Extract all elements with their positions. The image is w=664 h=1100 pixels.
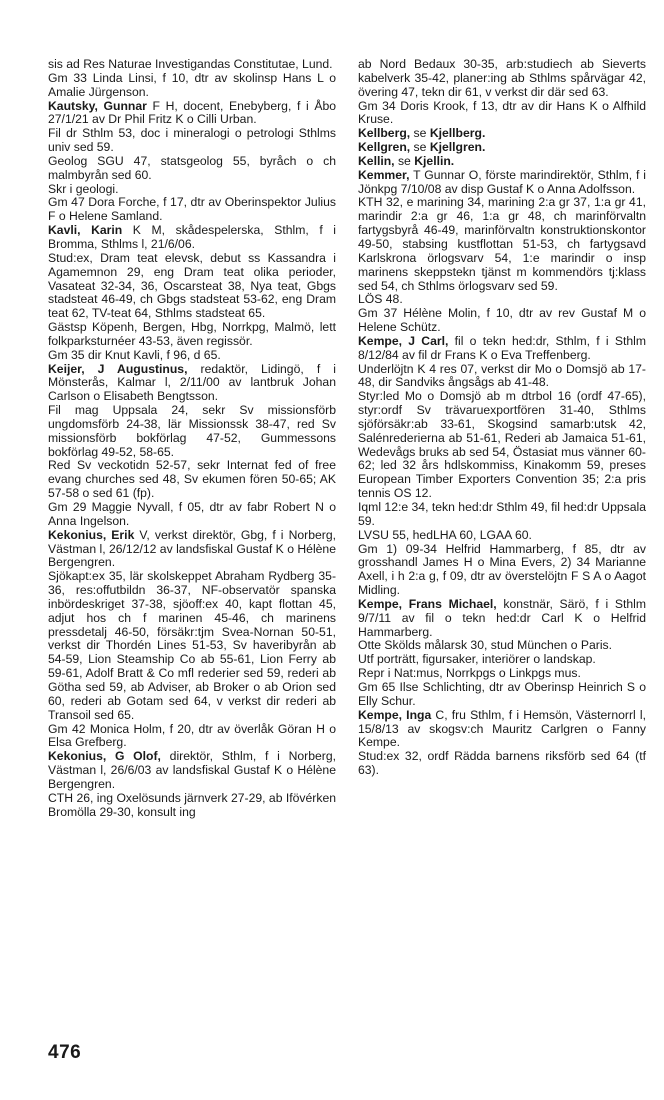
entry-text: F H, docent, Enebyberg, f i Åbo 27/1/21 av Dr Phil Fritz K o Cilli Urban. [48,98,336,127]
entry-text: fil o tekn hed:dr, Sthlm, f i Sthlm 8/12/84 av fil dr Frans K o Eva Treffenberg. [358,333,647,362]
entry-text: Fil dr Sthlm 53, doc i mineralogi o petrologi Sthlms univ sed 59. [48,126,336,155]
entry-text: Gm 65 Ilse Schlichting, dtr av Oberinsp Heinrich S o Elly Schur. [358,679,646,708]
text-entry [358,363,646,391]
entry-reference: Kjellberg. [429,126,486,141]
entry-text: sis ad Res Naturae Investigandas Constitutae, Lund. [48,57,333,71]
entry-text: se [410,126,430,141]
entry-text: se [410,140,430,155]
entry-text: redaktör, Lidingö, f i Mönsterås, Kalmar l, 2/11/00 av lantbruk Johan Carlson o Elisabeth Bengtsson. [48,361,336,404]
page-number: 476 [48,1042,82,1063]
text-entry [358,653,646,667]
entry-text: se [394,153,415,168]
text-entry [48,252,336,321]
entry-text: Gm 33 Linda Linsi, f 10, dtr av skolinsp Hans L o Amalie Jürgenson. [48,70,336,99]
text-entry [358,639,646,653]
entry-name: Kekonius, G Olof, [48,749,161,764]
entry-text: ab Nord Bedaux 30-35, arb:studiech ab Sieverts kabelverk 35-42, planer:ing ab Sthlms spårvägar 42, övering 47, tekn dir 61, v verkst dir där sed 63. [358,57,646,99]
entry-text: LÖS 48. [358,292,403,307]
entry-text: Underlöjtn K 4 res 07, verkst dir Mo o Domsjö ab 17-48, dir Sandviks ångsågs ab 41-48. [358,361,646,390]
entry-text: Gm 29 Maggie Nyvall, f 05, dtr av fabr Robert N o Anna Ingelson. [48,500,336,528]
text-entry [358,169,646,197]
text-entry [358,155,646,169]
entry-text: Red Sv veckotidn 52-57, sekr Internat fed of free evang churches sed 48, Sv ekumen fören 50-65; AK 57-58 o sed 61 (fp). [48,458,336,501]
entry-text: LVSU 55, hedLHA 60, LGAA 60. [358,527,532,542]
entry-text: Geolog SGU 47, statsgeolog 55, byråch o ch malmbyrån sed 60. [48,153,336,182]
entry-reference: Kjellin. [414,153,455,168]
right-column [358,58,646,778]
text-entry [358,127,646,141]
text-entry [48,196,336,224]
entry-text: C, fru Sthlm, f i Hemsön, Västernorrl l, 15/8/13 av skogsv:ch Mauritz Carlgren o Fanny Kempe. [358,707,646,750]
entry-text: Fil mag Uppsala 24, sekr Sv missionsförb ungdomsförb 24-38, lär Missionssk 38-47, red Sv missionsförb bokförlag 47-52, Gummessons bokförlag 49-52, 58-65. [48,403,336,459]
text-entry [48,750,336,792]
entry-text: CTH 26, ing Oxelösunds järnverk 27-29, ab Ifövérken Bromölla 29-30, konsult ing [48,790,336,819]
text-entry [358,709,646,751]
text-entry [358,307,646,335]
entry-name: Kekonius, Erik [48,527,135,542]
text-entry [358,543,646,598]
text-entry [48,183,336,197]
entry-text: Stud:ex 32, ordf Rädda barnens riksförb sed 64 (tf 63). [358,749,646,778]
entry-text: Gm 37 Hélène Molin, f 10, dtr av rev Gustaf M o Helene Schütz. [358,306,646,335]
entry-text: Styr:led Mo o Domsjö ab m dtrbol 16 (ordf 47-65), styr:ordf Sv trävaruexportfören 31-40, Sthlms sjöförsäkr:ab 33-61, Skogsind samarb:utsk 42, Salénrederierna ab 51-61, Rederi ab Jamaica 51-61, Wedevågs bruks ab sed 54, Östasiat mus vänner 60-62; led 32 års hdlskommiss, Kinakomm 59, preses European Timber Exporters Convention 35; 2:a pris tennis OS 12. [358,389,646,501]
entry-text: Otte Skölds målarsk 30, stud München o Paris. [358,638,613,653]
entry-text: Gm 34 Doris Krook, f 13, dtr av dir Hans K o Alfhild Kruse. [358,98,646,127]
text-entry [358,667,646,681]
entry-text: Gm 1) 09-34 Helfrid Hammarberg, f 85, dtr av grosshandl James H o Mina Evers, 2) 34 Marianne Axell, i h 2:a g, f 09, dtr av överstelöjtn F S A o Aagot Midling. [358,541,646,598]
text-entry [358,501,646,529]
entry-text: Gm 42 Monica Holm, f 20, dtr av överlåk Göran H o Elsa Grefberg. [48,721,336,750]
entry-name: Kempe, J Carl, [358,333,449,348]
entry-text: direktör, Sthlm, f i Norberg, Västman l, 26/6/03 av landsfiskal Gustaf K o Hélène Bergengren. [48,749,336,791]
text-entry [358,100,646,128]
entry-name: Kemmer, [358,167,410,182]
entry-text: Gm 35 dir Knut Kavli, f 96, d 65. [48,347,221,362]
entry-name: Kavli, Karin [48,223,123,238]
entry-text: KTH 32, e marining 34, marining 2:a gr 37, 1:a gr 41, marindir 2:a gr 46, 1:a gr 48, ch marinförvaltn fartygsbyrå 46-49, marinförvaltn konstruktionskontor 49-50, stabsing kustflottan 51-53, ch fartygsavd Karlskrona örlogsvarv 54, 1:e marindir o insp marinens skeppstekn tjänst m kommendörs tj:klass sed 54, ch Sthlms örlogsvarv sed 59. [358,195,646,293]
text-entry [48,501,336,529]
text-entry [358,681,646,709]
text-entry [48,349,336,363]
entry-text: Gm 47 Dora Forche, f 17, dtr av Oberinspektor Julius F o Helene Samland. [48,195,336,224]
text-entry [48,363,336,405]
text-entry [48,72,336,100]
text-entry [48,224,336,252]
entry-text: V, verkst direktör, Gbg, f i Norberg, Västman l, 26/12/12 av landsfiskal Gustaf K o Hélène Bergengren. [48,527,336,570]
text-entry [358,141,646,155]
entry-text: konstnär, Särö, f i Sthlm 9/7/11 av fil o tekn hed:dr Carl K o Helfrid Hammarberg. [358,596,647,639]
entry-name: Kellgren, [358,140,411,155]
entry-name: Kellberg, [358,126,411,141]
entry-text: Stud:ex, Dram teat elevsk, debut ss Kassandra i Agamemnon 29, eng Dram teat olika perioder, Vasateat 32-34, 36, Oscarsteat 38, Nya teat, Gbgs stadsteat 46-49, ch Gbgs stadsteat 53-62, eng Dram teat 62, TV-teat 64, Sthlms stadsteat 65. [48,250,336,321]
entry-reference: Kjellgren. [429,140,486,155]
text-entry [358,335,646,363]
text-entry [358,529,646,543]
text-entry [358,196,646,293]
entry-name: Kautsky, Gunnar [48,98,147,113]
text-entry [48,792,336,820]
left-column [48,58,336,819]
entry-text: T Gunnar O, förste marindirektör, Sthlm, f i Jönkpg 7/10/08 av disp Gustaf K o Anna Adolfsson. [358,167,646,196]
entry-text: Utf porträtt, figursaker, interiörer o landskap. [358,652,596,667]
text-entry [358,58,646,100]
text-entry [48,404,336,459]
text-entry [48,127,336,155]
text-entry [48,459,336,501]
text-entry [48,58,336,72]
entry-name: Kempe, Frans Michael, [358,596,497,611]
text-entry [358,750,646,778]
text-entry [48,155,336,183]
entry-text: K M, skådespelerska, Sthlm, f i Bromma, Sthlms l, 21/6/06. [48,223,336,251]
text-entry [48,570,336,722]
text-entry [358,598,646,640]
entry-text: Skr i geologi. [48,181,119,196]
entry-text: Repr i Nat:mus, Norrkpgs o Linkpgs mus. [358,666,581,681]
entry-text: Sjökapt:ex 35, lär skolskeppet Abraham Rydberg 35-36, res:offutbildn 36-37, NF-observatör spanska inbördeskriget 37-38, sjöoff:ex 40, kapt flottan 45, adjut hos ch f marinen 45-46, ch marinens pressdetalj 46-50, försäkr:tjm Svea-Nornan 50-51, verkst dir Thordén Lines 51-53, Sv haveribyrån ab 54-59, Lion Steamship Co ab 55-61, Lion Ferry ab 59-61, Adolf Bratt & Co mfl rederier sed 59, rederi ab Götha sed 59, ab Adviser, ab Broker o ab Orion sed 60, rederi ab Gotam sed 64, v verkst dir rederi ab Transoil sed 65. [48,569,336,722]
text-entry [48,100,336,128]
entry-name: Kempe, Inga [358,707,432,722]
text-entry [48,723,336,751]
entry-name: Kellin, [358,153,395,168]
text-entry [48,321,336,349]
entry-text: Gästsp Köpenh, Bergen, Hbg, Norrkpg, Malmö, lett folkparksturnéer 43-53, även regissör. [48,320,336,348]
entry-text: Iqml 12:e 34, tekn hed:dr Sthlm 49, fil hed:dr Uppsala 59. [358,500,646,528]
text-entry [358,390,646,501]
text-entry [48,529,336,571]
entry-name: Keijer, J Augustinus, [48,361,188,376]
text-entry [358,293,646,307]
